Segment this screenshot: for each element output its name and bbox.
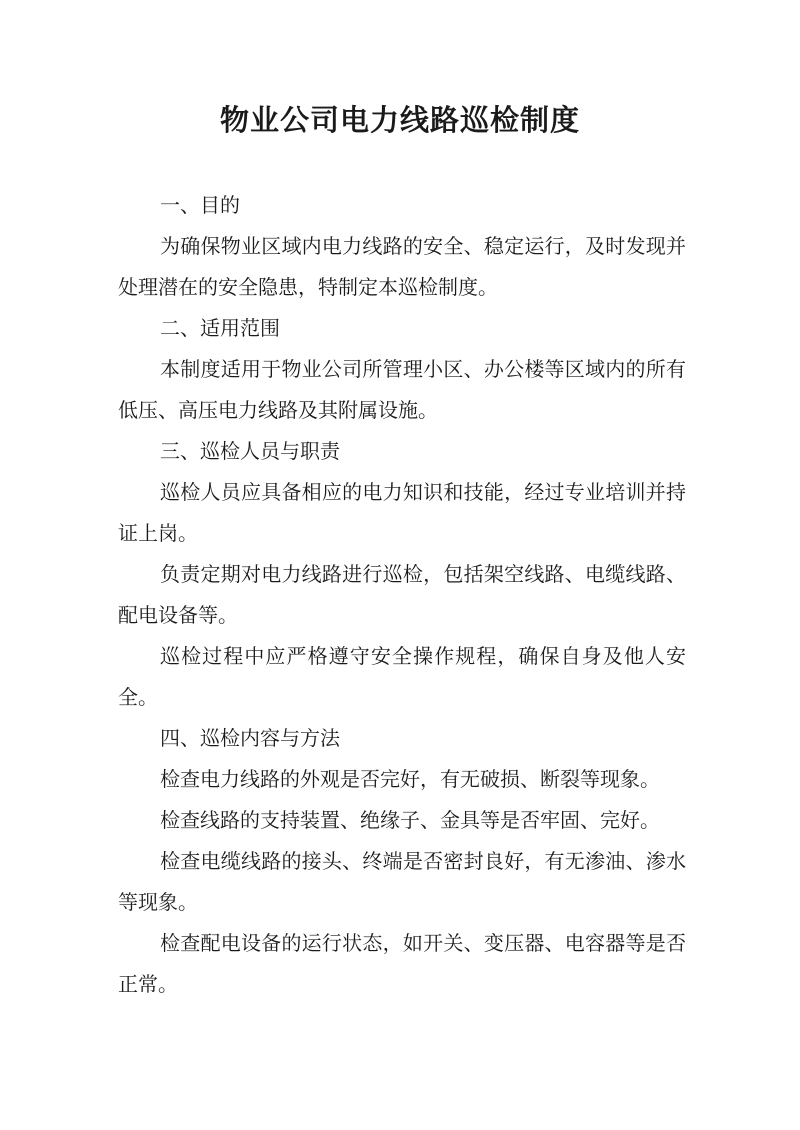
paragraph: 为确保物业区域内电力线路的安全、稳定运行，及时发现并处理潜在的安全隐患，特制定本巡检制度。: [118, 234, 686, 299]
section-heading-scope: 二、适用范围: [160, 316, 280, 340]
section-heading-content: 四、巡检内容与方法: [160, 726, 340, 750]
paragraph: 检查电力线路的外观是否完好，有无破损、断裂等现象。: [160, 767, 660, 791]
document-body: [118, 185, 686, 1005]
paragraph: 巡检过程中应严格遵守安全操作规程，确保自身及他人安全。: [118, 644, 686, 709]
paragraph: 巡检人员应具备相应的电力知识和技能，经过专业培训并持证上岗。: [118, 480, 686, 545]
paragraph: 检查配电设备的运行状态，如开关、变压器、电容器等是否正常。: [118, 931, 686, 996]
paragraph: 本制度适用于物业公司所管理小区、办公楼等区域内的所有低压、高压电力线路及其附属设施。: [118, 357, 686, 422]
section-heading-personnel: 三、巡检人员与职责: [160, 439, 340, 463]
paragraph: 检查线路的支持装置、绝缘子、金具等是否牢固、完好。: [160, 808, 660, 832]
paragraph: 负责定期对电力线路进行巡检，包括架空线路、电缆线路、配电设备等。: [118, 562, 686, 627]
document-title: 物业公司电力线路巡检制度: [219, 103, 580, 137]
paragraph: 检查电缆线路的接头、终端是否密封良好，有无渗油、渗水等现象。: [118, 849, 686, 914]
section-heading-purpose: 一、目的: [160, 193, 240, 217]
